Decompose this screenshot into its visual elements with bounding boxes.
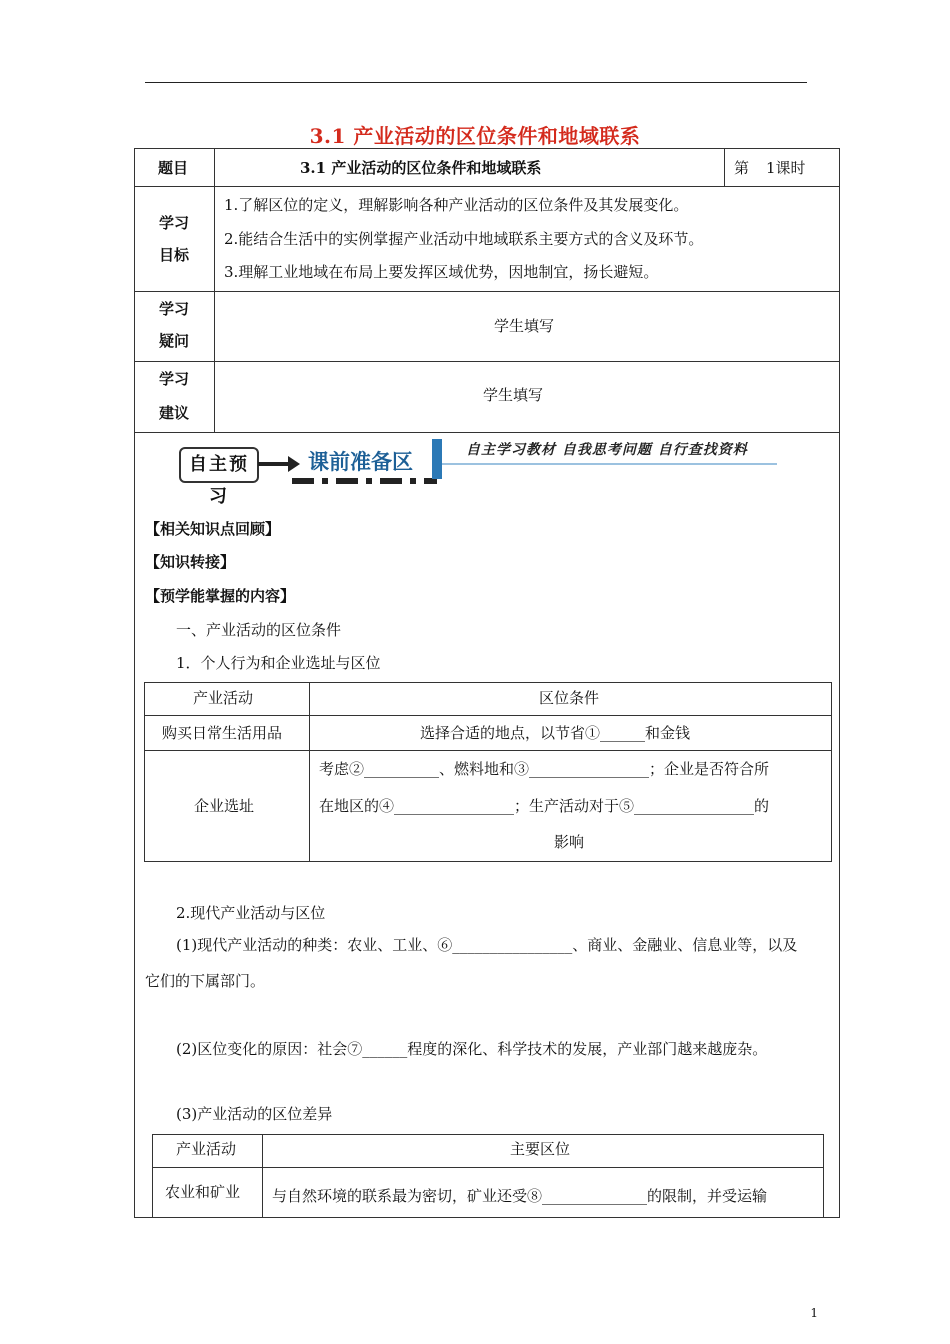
topic-label: 题目 xyxy=(158,159,189,177)
part2-sub2: 2.现代产业活动与区位 xyxy=(176,904,326,922)
table1-row1-condition: 选择合适的地点，以节省①______和金钱 xyxy=(420,724,691,742)
objective-item: 1.了解区位的定义，理解影响各种产业活动的区位条件及其发展变化。 xyxy=(224,196,689,214)
suggestions-label-line2: 建议 xyxy=(159,404,190,422)
arrow-right-icon xyxy=(258,462,290,466)
column-divider xyxy=(214,148,215,432)
table2-row1-activity: 农业和矿业 xyxy=(165,1183,241,1201)
part2-p1: (1)现代产业活动的种类：农业、工业、⑥________________、商业、金融业、信息业等，以及 xyxy=(176,936,798,954)
column-divider xyxy=(724,148,725,186)
objective-item: 3.理解工业地域在布局上要发挥区域优势，因地制宜，扬长避短。 xyxy=(224,263,659,281)
table1-header-condition: 区位条件 xyxy=(539,689,600,707)
section-review: 【相关知识点回顾】 xyxy=(145,520,281,538)
part2-p3: (3)产业活动的区位差异 xyxy=(176,1105,333,1123)
table1-row2-condition: 考虑②__________、燃料地和③________________；企业是否符合所 xyxy=(319,760,770,778)
part2-p1: 它们的下属部门。 xyxy=(145,972,266,990)
column-divider xyxy=(309,682,310,862)
row-divider xyxy=(134,432,840,433)
self-study-badge: 自主预习 xyxy=(179,447,259,483)
row-divider xyxy=(134,361,840,362)
banner-dashes xyxy=(292,478,437,484)
column-divider xyxy=(262,1134,263,1218)
document-title: 3.1 产业活动的区位条件和地域联系 xyxy=(309,124,641,148)
banner-line xyxy=(442,463,777,465)
suggestions-value: 学生填写 xyxy=(483,386,544,404)
table2-row1-location: 与自然环境的联系最为密切，矿业还受⑧______________的限制，并受运输 xyxy=(272,1187,768,1205)
objectives-label-line2: 目标 xyxy=(159,246,190,264)
table1-row1-activity: 购买日常生活用品 xyxy=(162,724,283,742)
part1-heading: 一、产业活动的区位条件 xyxy=(176,621,342,639)
row-divider xyxy=(134,291,840,292)
arrow-right-icon xyxy=(288,456,300,472)
banner-title: 课前准备区 xyxy=(308,450,413,474)
questions-value: 学生填写 xyxy=(494,317,555,335)
row-divider xyxy=(144,750,832,751)
suggestions-label-line1: 学习 xyxy=(159,370,190,388)
lesson-value: 1课时 xyxy=(766,159,806,177)
table1-row2-condition: 影响 xyxy=(554,833,585,851)
section-transfer: 【知识转接】 xyxy=(145,553,236,571)
table1-header-activity: 产业活动 xyxy=(193,689,254,707)
lesson-prefix: 第 xyxy=(734,159,750,177)
banner-tagline: 自主学习教材 自我思考问题 自行查找资料 xyxy=(466,442,748,458)
table2-header-activity: 产业活动 xyxy=(176,1140,237,1158)
row-divider xyxy=(144,715,832,716)
row-divider xyxy=(134,186,840,187)
banner-bar xyxy=(432,439,442,479)
section-master: 【预学能掌握的内容】 xyxy=(145,587,296,605)
table2-header-location: 主要区位 xyxy=(510,1140,571,1158)
table1-row2-activity: 企业选址 xyxy=(194,797,255,815)
objective-item: 2.能结合生活中的实例掌握产业活动中地域联系主要方式的含义及环节。 xyxy=(224,230,704,248)
table1-row2-condition: 在地区的④________________；生产活动对于⑤________________的 xyxy=(319,797,770,815)
topic-value: 3.1 产业活动的区位条件和地域联系 xyxy=(300,159,542,177)
questions-label-line2: 疑问 xyxy=(159,332,190,350)
part1-sub1: 1．个人行为和企业选址与区位 xyxy=(176,654,381,672)
page-number: 1 xyxy=(810,1306,818,1320)
questions-label-line1: 学习 xyxy=(159,300,190,318)
header-rule xyxy=(145,82,807,83)
part2-p2: (2)区位变化的原因：社会⑦______程度的深化、科学技术的发展，产业部门越来越庞杂。 xyxy=(176,1040,768,1058)
row-divider xyxy=(152,1167,824,1168)
objectives-label-line1: 学习 xyxy=(159,214,190,232)
